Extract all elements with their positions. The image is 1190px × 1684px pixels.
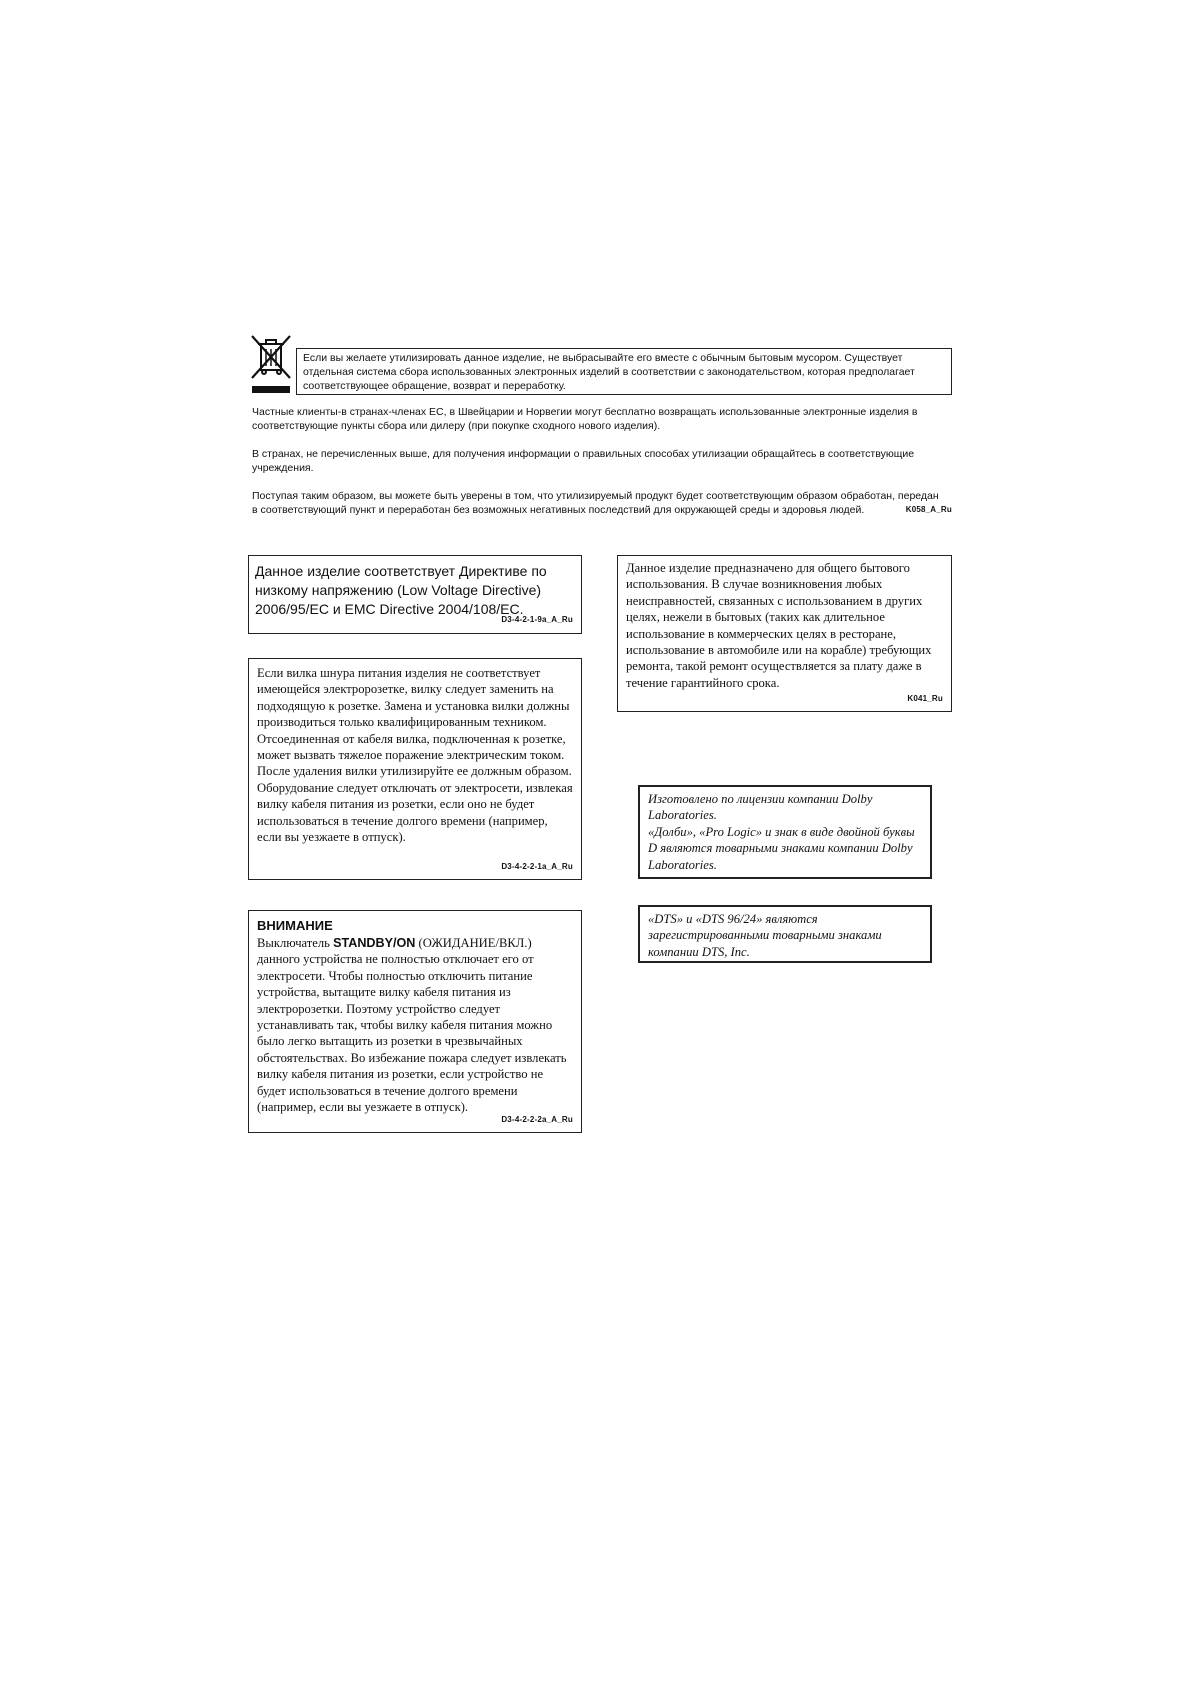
caution-text (257, 935, 573, 1115)
lvd-compliance-box (248, 555, 582, 634)
standby-switch-label: STANDBY/ON (333, 936, 416, 950)
crossed-out-bin-icon (250, 334, 292, 394)
dolby-trademark-box (638, 785, 932, 879)
weee-code: K058_A_Ru (905, 505, 952, 514)
weee-disposal-box (296, 348, 952, 395)
caution-text-before: Выключатель (257, 936, 334, 950)
weee-para-3: Поступая таким образом, вы можете быть уверены в том, что утилизируемый продукт будет соответствующим образом обработан, передан в соответствующий пункт и переработан без возможных негативных последствий для окружающей среды и здоровья людей. (252, 490, 939, 516)
power-plug-notice-box (248, 658, 582, 880)
dts-trademark-box (638, 905, 932, 963)
weee-box-text: Если вы желаете утилизировать данное изделие, не выбрасывайте его вместе с обычным бытовым мусором. Существует отдельная система сбора использованных электронных изделий в соответствии с законодательством, которая предполагает соответствующее обращение, возврат и переработку. (303, 352, 915, 392)
dolby-line-1: Изготовлено по лицензии компании Dolby Laboratories. (648, 792, 873, 823)
lvd-text: Данное изделие соответствует Директиве по низкому напряжению (Low Voltage Directive) 2006/95/EC и EMC Directive 2004/108/EC. (255, 563, 547, 617)
caution-title: ВНИМАНИЕ (257, 918, 333, 933)
household-use-box (617, 555, 952, 712)
weee-para-1: Частные клиенты-в странах-членах ЕС, в Швейцарии и Норвегии могут бесплатно возвращать использованные электронные изделия в соответствующие пункты сбора или дилеру (при покупке сходного нового изделия). (252, 406, 918, 432)
lvd-code: D3-4-2-1-9a_A_Ru (501, 615, 573, 624)
dts-text: «DTS» и «DTS 96/24» являются зарегистрированными товарными знаками компании DTS, Inc. (648, 912, 882, 959)
caution-standby-box (248, 910, 582, 1133)
household-text: Данное изделие предназначено для общего бытового использования. В случае возникновения любых неисправностей, связанных с использованием в других целях, нежели в бытовых (таких как длительное использование в коммерческих целях в ресторане, использование в автомобиле или на корабле) требующих ремонта, такой ремонт осуществляется за плату даже в течение гарантийного срока. (626, 561, 932, 690)
household-code: K041_Ru (907, 693, 943, 703)
weee-paragraphs (252, 405, 952, 517)
weee-para-2: В странах, не перечисленных выше, для получения информации о правильных способах утилизации обращайтесь в соответствующие учреждения. (252, 448, 915, 474)
plug-code: D3-4-2-2-1a_A_Ru (501, 861, 573, 871)
dolby-line-2: «Долби», «Pro Logic» и знак в виде двойной буквы D являются товарными знаками компании Dolby Laboratories. (648, 824, 915, 872)
caution-text-after: (ОЖИДАНИЕ/ВКЛ.) данного устройства не полностью отключает его от электросети. Чтобы полностью отключить питание устройства, вытащите вилку кабеля питания из электророзетки. Поэтому устройство следует устанавливать так, чтобы вилку кабеля питания можно было легко вытащить из розетки в чрезвычайных обстоятельствах. Во избежание пожара следует извлекать вилку кабеля питания из розетки, если устройство не будет использоваться в течение долгого времени (например, если вы уезжаете в отпуск). (257, 936, 567, 1115)
caution-code: D3-4-2-2-2a_A_Ru (501, 1114, 573, 1124)
plug-text: Если вилка шнура питания изделия не соответствует имеющейся электророзетке, вилку следует заменить на подходящую к розетке. Замена и установка вилки должны производиться только квалифицированным техником. Отсоединенная от кабеля вилка, подключенная к розетке, может вызвать тяжелое поражение электрическим током. После удаления вилки утилизируйте ее должным образом. Оборудование следует отключать от электросети, извлекая вилку кабеля питания из розетки, если оно не будет использоваться в течение долгого времени (например, если вы уезжаете в отпуск). (257, 666, 573, 845)
